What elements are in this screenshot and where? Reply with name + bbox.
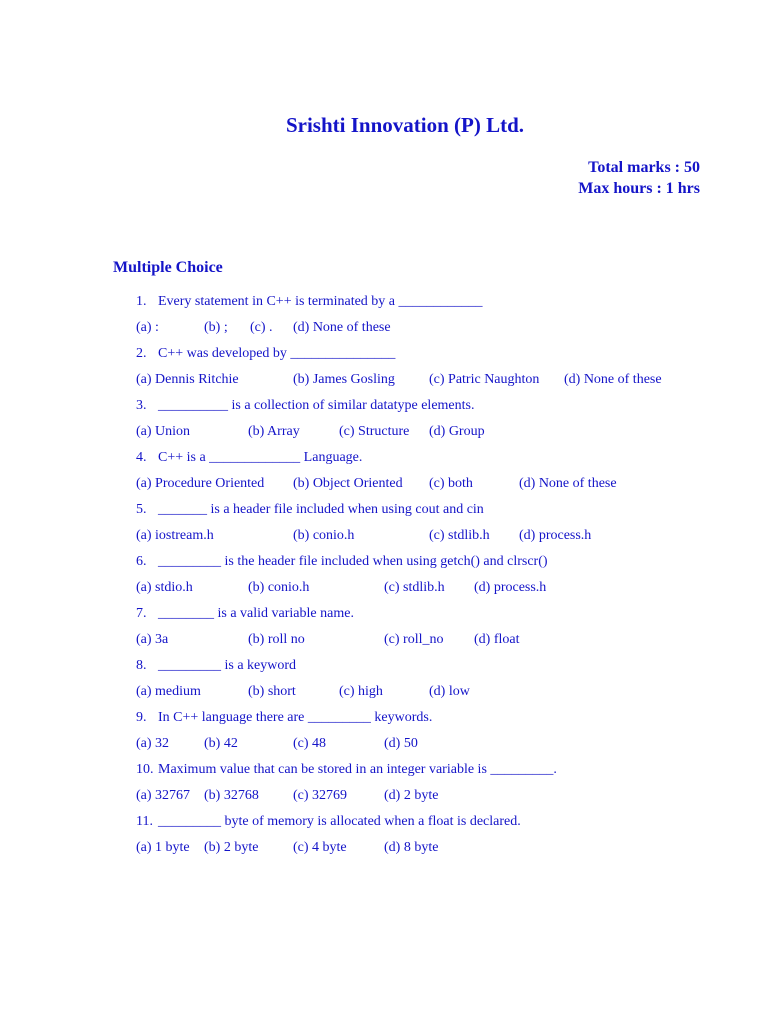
option-a: (a) medium (136, 684, 201, 699)
question-1 (136, 294, 483, 310)
option-b: (b) conio.h (293, 528, 355, 543)
option-d: (d) 2 byte (384, 788, 439, 803)
option-a: (a) 1 byte (136, 840, 190, 855)
max-hours: Max hours : 1 hrs (578, 180, 700, 197)
question-text: In C++ language there are _________ keywords. (158, 710, 433, 725)
question-5 (136, 502, 484, 518)
question-text: Every statement in C++ is terminated by a ____________ (158, 294, 483, 309)
question-text: C++ was developed by _______________ (158, 346, 396, 361)
option-b: (b) Object Oriented (293, 476, 403, 491)
option-b: (b) 32768 (204, 788, 259, 803)
option-c: (c) stdlib.h (429, 528, 490, 543)
question-text: C++ is a _____________ Language. (158, 450, 363, 465)
option-d: (d) 8 byte (384, 840, 439, 855)
option-a: (a) iostream.h (136, 528, 214, 543)
option-d: (d) Group (429, 424, 485, 439)
options-row-10 (136, 788, 756, 806)
option-a: (a) : (136, 320, 159, 335)
option-b: (b) short (248, 684, 296, 699)
exam-meta (578, 157, 700, 199)
option-c: (c) Structure (339, 424, 410, 439)
option-a: (a) 32767 (136, 788, 191, 803)
option-b: (b) 2 byte (204, 840, 259, 855)
option-c: (c) high (339, 684, 383, 699)
option-d: (d) process.h (519, 528, 592, 543)
option-d: (d) low (429, 684, 470, 699)
question-2 (136, 346, 395, 362)
option-d: (d) None of these (519, 476, 617, 491)
question-8 (136, 658, 296, 674)
section-title: Multiple Choice (113, 259, 223, 276)
question-11 (136, 814, 521, 830)
question-number: 6. (136, 554, 147, 569)
option-b: (b) James Gosling (293, 372, 395, 387)
question-text: __________ is a collection of similar datatype elements. (158, 398, 475, 413)
option-a: (a) Procedure Oriented (136, 476, 265, 491)
options-row-9 (136, 736, 756, 754)
question-number: 3. (136, 398, 147, 413)
option-a: (a) Union (136, 424, 191, 439)
option-c: (c) . (250, 320, 273, 335)
options-row-5 (136, 528, 756, 546)
option-c: (c) Patric Naughton (429, 372, 540, 387)
options-row-8 (136, 684, 756, 702)
option-c: (c) 32769 (293, 788, 348, 803)
question-number: 10. (136, 762, 154, 777)
option-b: (b) 42 (204, 736, 238, 751)
options-row-1 (136, 320, 756, 338)
question-text: _________ byte of memory is allocated when a float is declared. (158, 814, 521, 829)
option-a: (a) 3a (136, 632, 169, 647)
question-text: Maximum value that can be stored in an integer variable is _________. (158, 762, 557, 777)
question-text: _________ is the header file included when using getch() and clrscr() (158, 554, 548, 569)
option-b: (b) Array (248, 424, 300, 439)
question-10 (136, 762, 557, 778)
option-a: (a) Dennis Ritchie (136, 372, 239, 387)
option-b: (b) ; (204, 320, 228, 335)
question-number: 5. (136, 502, 147, 517)
question-3 (136, 398, 474, 414)
option-c: (c) both (429, 476, 473, 491)
question-7 (136, 606, 354, 622)
option-d: (d) float (474, 632, 520, 647)
option-a: (a) stdio.h (136, 580, 193, 595)
question-4 (136, 450, 362, 466)
option-c: (c) 4 byte (293, 840, 347, 855)
question-text: _______ is a header file included when using cout and cin (158, 502, 484, 517)
question-6 (136, 554, 548, 570)
question-number: 2. (136, 346, 147, 361)
question-text: _________ is a keyword (158, 658, 297, 673)
option-c: (c) roll_no (384, 632, 444, 647)
options-row-3 (136, 424, 756, 442)
option-a: (a) 32 (136, 736, 170, 751)
question-9 (136, 710, 432, 726)
options-row-11 (136, 840, 756, 858)
company-title: Srishti Innovation (P) Ltd. (285, 113, 525, 137)
option-d: (d) 50 (384, 736, 418, 751)
question-number: 7. (136, 606, 147, 621)
options-row-2 (136, 372, 756, 390)
question-number: 8. (136, 658, 147, 673)
option-b: (b) conio.h (248, 580, 310, 595)
option-c: (c) 48 (293, 736, 327, 751)
question-number: 9. (136, 710, 147, 725)
option-d: (d) None of these (293, 320, 391, 335)
option-b: (b) roll no (248, 632, 305, 647)
options-row-7 (136, 632, 756, 650)
option-d: (d) process.h (474, 580, 547, 595)
question-number: 11. (136, 814, 153, 829)
options-row-4 (136, 476, 756, 494)
options-row-6 (136, 580, 756, 598)
question-number: 1. (136, 294, 147, 309)
option-c: (c) stdlib.h (384, 580, 445, 595)
option-d: (d) None of these (564, 372, 662, 387)
question-text: ________ is a valid variable name. (158, 606, 354, 621)
question-number: 4. (136, 450, 147, 465)
total-marks: Total marks : 50 (588, 159, 700, 176)
